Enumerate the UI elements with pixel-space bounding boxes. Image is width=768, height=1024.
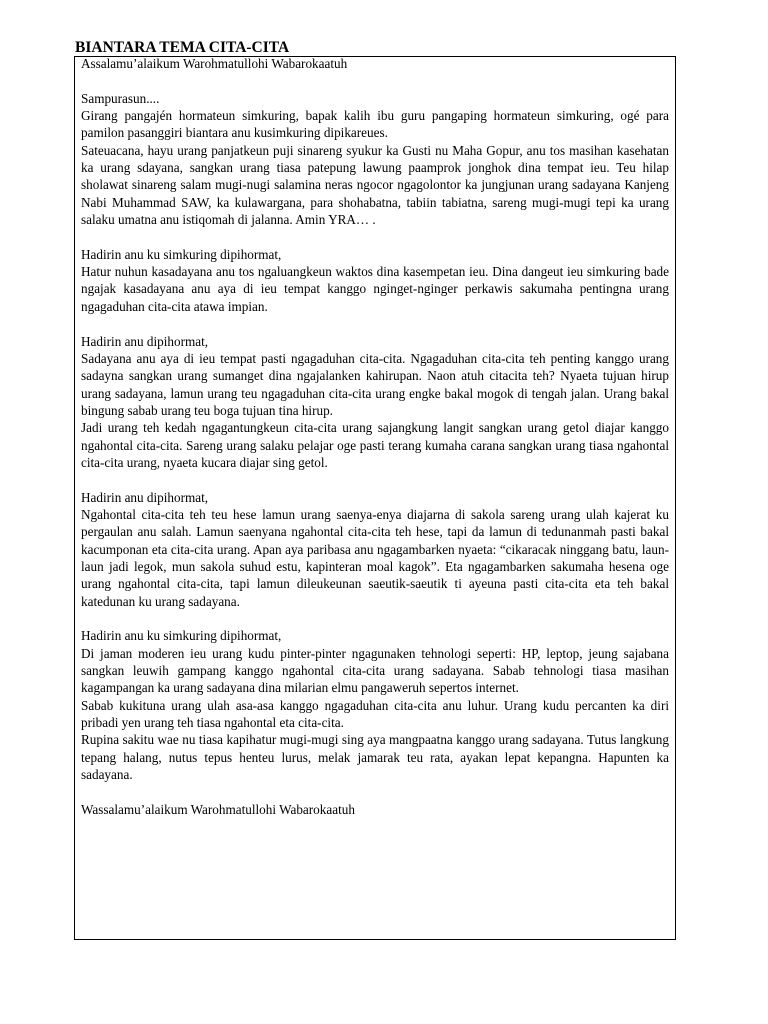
section2-paragraph-1: Sadayana anu aya di ieu tempat pasti ngagaduhan cita-cita. Ngagaduhan cita-cita teh penting kanggo urang sadayna sangkan urang sumanget dina ngajalanken kahirupan. Naon atuh citacita teh? Nyaeta tujuan hirup urang sadayana, lamun urang teu ngagaduhan cita-cita urang engke bakal mogok di tengah jalan. Urang bakal bingung sabab urang teu boga tujuan tina hirup. — [81, 350, 669, 418]
section1-address: Hadirin anu ku simkuring dipihormat, — [81, 246, 282, 262]
opening-paragraph-2: Sateuacana, hayu urang panjatkeun puji sinareng syukur ka Gusti nu Maha Gopur, anu tos masihan kasehatan ka urang sdayana, sangkan urang tiasa patepung lawung paamprok jonghok dina tempat ieu. Teu hilap sholawat sinareng salam mugi-nugi salamina neras ngocor ngagolontor ka jungjunan urang sadayana Kanjeng Nabi Muhammad SAW, ka kulawargana, para shohabatna, tabiin tabiatna, sareng mugi-mugi tepi ka urang salaku umatna anu istiqomah di jalanna. Amin YRA… . — [81, 142, 669, 228]
section2-address: Hadirin anu dipihormat, — [81, 333, 209, 349]
section4-paragraph-1: Di jaman moderen ieu urang kudu pinter-pinter ngagunaken tehnologi seperti: HP, leptop, jeung sajabana sangkan leuwih gampang kanggo ngahontal cita-cita urang sadayana. Sabab tehnologi tiasa masihan kagampangan ka urang sadayana dina milarian elmu pangaweruh sepertos internet. — [81, 645, 669, 696]
opening-greeting: Assalamu’alaikum Warohmatullohi Wabarokaatuh — [81, 56, 348, 71]
sampurasun: Sampurasun.... — [81, 90, 160, 106]
section4-paragraph-2: Sabab kukituna urang ulah asa-asa kanggo ngagaduhan cita-cita anu luhur. Urang kudu percanten ka diri pribadi yen urang teh tiasa ngahontal eta cita-cita. — [81, 697, 669, 731]
closing-greeting: Wassalamu’alaikum Warohmatullohi Wabarokaatuh — [81, 801, 355, 817]
paragraph-gap — [81, 72, 669, 89]
section2-paragraph-2: Jadi urang teh kedah ngagantungkeun cita-cita urang sajangkung langit sangkan urang getol diajar kanggo ngahontal cita-cita. Sareng urang salaku pelajar oge pasti terang kumaha carana sangkan urang tiasa ngahontal cita-cita urang, nyaeta kucara diajar sing getol. — [81, 420, 669, 470]
paragraph-gap — [81, 610, 669, 627]
paragraph-gap — [81, 228, 669, 245]
section4-address: Hadirin anu ku simkuring dipihormat, — [81, 628, 282, 644]
opening-paragraph-1: Girang pangajén hormateun simkuring, bapak kalih ibu guru pangaping hormateun simkuring, ogé para pamilon pasanggiri biantara anu kusimkuring dipikareues. — [81, 108, 669, 141]
paragraph-gap — [81, 315, 669, 332]
section4-paragraph-3: Rupina sakitu wae nu tiasa kapihatur mugi-mugi sing aya mangpaatna kanggo urang sadayana. Tutus langkung tepang halang, nutus tepus henteu lurus, melak jamarak teu rata, ayakan lepat kepangna. Hapunten ka sadayana. — [81, 732, 669, 783]
document-title: BIANTARA TEMA CITA-CITA — [75, 39, 290, 56]
section3-paragraph-1: Ngahontal cita-cita teh teu hese lamun urang saenya-enya diajarna di sakola sareng urang ulah kajerat ku pergaulan anu salah. Lamun saenyana ngahontal cita-cita teh hese, tapi da lamun di tedunanmah pasti bakal kacumponan eta cita-cita urang. Apan aya paribasa anu ngagambarken nyaeta: “cikaracak ninggang batu, laun-laun jadi legok, mun sakola suhud estu, kapinteran moal kagok”. Eta ngagambarken sakumaha hesena oge urang ngahontal cita-cita, tapi lamun dileukeunan saeutik-saeutik ti ayeuna pasti cita-cita eta teh bakal katedunan ku urang sadayana. — [81, 506, 669, 609]
section3-address: Hadirin anu dipihormat, — [81, 489, 209, 505]
speech-body — [81, 55, 669, 818]
paragraph-gap — [81, 783, 669, 800]
paragraph-gap — [81, 471, 669, 488]
section1-paragraph-1: Hatur nuhun kasadayana anu tos ngaluangkeun waktos dina kasempetan ieu. Dina dangeut ieu simkuring bade ngajak kasadayana anu aya di ieu tempat kanggo nginget-nginger perkawis sakumaha pentingna urang ngagaduhan cita-cita atawa impian. — [81, 264, 669, 314]
